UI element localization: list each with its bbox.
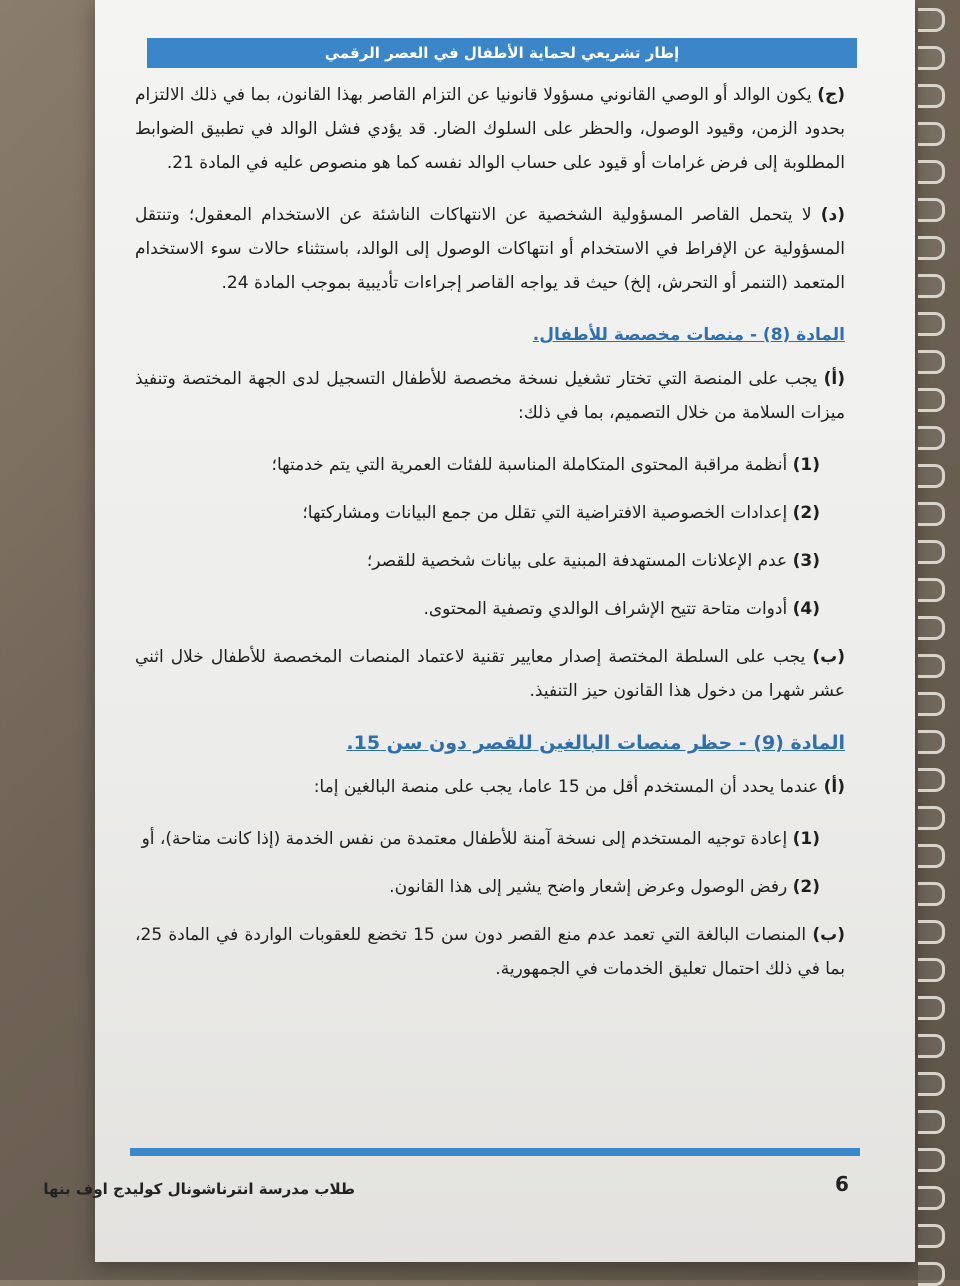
item-number: (4)	[792, 599, 820, 619]
list-item	[135, 448, 845, 482]
binding-ring	[918, 236, 945, 260]
paragraph-text: يجب على السلطة المختصة إصدار معايير تقنية لاعتماد المنصات المخصصة للأطفال خلال اثني عشر شهرا من دخول هذا القانون حيز التنفيذ.	[135, 647, 845, 701]
item-text: إعادة توجيه المستخدم إلى نسخة آمنة للأطفال معتمدة من نفس الخدمة (إذا كانت متاحة)، أو	[141, 829, 788, 849]
binding-ring	[918, 692, 945, 716]
binding-ring	[918, 654, 945, 678]
list-item	[135, 592, 845, 626]
binding-ring	[918, 274, 945, 298]
binding-ring	[918, 160, 945, 184]
article8-b	[135, 640, 845, 708]
page-number: 6	[835, 1172, 849, 1196]
paragraph-text: لا يتحمل القاصر المسؤولية الشخصية عن الانتهاكات الناشئة عن الاستخدام المعقول؛ وتنتقل المسؤولية عن الإفراط في الاستخدام أو انتهاكات الوصول إلى الوالد، باستثناء حالات سوء الاستخدام المتعمد (التنمر أو التحرش، إلخ) حيث قد يواجه القاصر إجراءات تأديبية بموجب المادة 24.	[135, 205, 845, 293]
paragraph-c	[135, 78, 845, 180]
list-item	[135, 870, 845, 904]
binding-ring	[918, 958, 945, 982]
item-number: (3)	[792, 551, 820, 571]
item-number: (2)	[792, 877, 820, 897]
binding-ring	[918, 8, 945, 32]
binding-ring	[918, 844, 945, 868]
article9-heading: المادة (9) - حظر منصات البالغين للقصر دون سن 15.	[346, 732, 845, 754]
paragraph-label: (ج)	[817, 85, 846, 105]
list-item	[135, 496, 845, 530]
binding-ring	[918, 578, 945, 602]
binding-ring	[918, 46, 945, 70]
binding-ring	[918, 730, 945, 754]
paragraph-text: المنصات البالغة التي تعمد عدم منع القصر دون سن 15 تخضع للعقوبات الواردة في المادة 25، بما في ذلك احتمال تعليق الخدمات في الجمهورية.	[135, 925, 845, 979]
binding-ring	[918, 502, 945, 526]
item-text: أنظمة مراقبة المحتوى المتكاملة المناسبة للفئات العمرية التي يتم خدمتها؛	[271, 455, 788, 475]
footer-divider	[130, 1148, 860, 1156]
binding-ring	[918, 1110, 945, 1134]
document-page	[43, 0, 915, 1262]
list-item	[135, 822, 845, 856]
item-text: رفض الوصول وعرض إشعار واضح يشير إلى هذا القانون.	[389, 877, 788, 897]
binding-ring	[918, 806, 945, 830]
paragraph-text: عندما يحدد أن المستخدم أقل من 15 عاما، يجب على منصة البالغين إما:	[313, 777, 819, 797]
paragraph-d	[135, 198, 845, 300]
article9-b	[135, 918, 845, 986]
page-content	[135, 78, 845, 1004]
binding-ring	[918, 388, 945, 412]
binding-ring	[918, 1034, 945, 1058]
paragraph-label: (أ)	[823, 369, 846, 389]
binding-ring	[918, 996, 945, 1020]
item-number: (1)	[792, 829, 820, 849]
binding-ring	[918, 920, 945, 944]
header-title: إطار تشريعي لحماية الأطفال في العصر الرقمي	[147, 38, 857, 68]
binding-ring	[918, 1262, 945, 1286]
binding-ring	[918, 882, 945, 906]
article9-intro	[135, 770, 845, 804]
binding-ring	[918, 768, 945, 792]
footer-text: طلاب مدرسة انترناشونال كوليدج اوف بنها	[43, 1180, 355, 1198]
item-text: أدوات متاحة تتيح الإشراف الوالدي وتصفية المحتوى.	[423, 599, 788, 619]
binding-ring	[918, 312, 945, 336]
spiral-binding	[918, 0, 960, 1280]
paragraph-label: (د)	[820, 205, 846, 225]
paragraph-text: يكون الوالد أو الوصي القانوني مسؤولا قانونيا عن التزام القاصر بهذا القانون، بما في ذلك الالتزام بحدود الزمن، وقيود الوصول، والحظر على السلوك الضار. قد يؤدي فشل الوالد في تطبيق الضوابط المطلوبة إلى فرض غرامات أو قيود على حساب الوالد نفسه كما هو منصوص عليه في المادة 21.	[135, 85, 845, 173]
paragraph-label: (ب)	[812, 647, 845, 667]
binding-ring	[918, 84, 945, 108]
item-text: عدم الإعلانات المستهدفة المبنية على بيانات شخصية للقصر؛	[366, 551, 788, 571]
binding-ring	[918, 198, 945, 222]
binding-ring	[918, 1148, 945, 1172]
binding-ring	[918, 350, 945, 374]
list-item	[135, 544, 845, 578]
binding-ring	[918, 1072, 945, 1096]
item-text: إعدادات الخصوصية الافتراضية التي تقلل من جمع البيانات ومشاركتها؛	[302, 503, 788, 523]
binding-ring	[918, 616, 945, 640]
binding-ring	[918, 1186, 945, 1210]
binding-ring	[918, 122, 945, 146]
paragraph-label: (ب)	[812, 925, 845, 945]
article8-heading: المادة (8) - منصات مخصصة للأطفال.	[532, 325, 845, 345]
paragraph-label: (أ)	[823, 777, 845, 797]
binding-ring	[918, 1224, 945, 1248]
binding-ring	[918, 426, 945, 450]
item-number: (2)	[792, 503, 820, 523]
binding-ring	[918, 540, 945, 564]
article8-intro	[135, 362, 845, 430]
item-number: (1)	[792, 455, 820, 475]
binding-ring	[918, 464, 945, 488]
paragraph-text: يجب على المنصة التي تختار تشغيل نسخة مخصصة للأطفال التسجيل لدى الجهة المختصة وتنفيذ ميزات السلامة من خلال التصميم، بما في ذلك:	[135, 369, 845, 423]
